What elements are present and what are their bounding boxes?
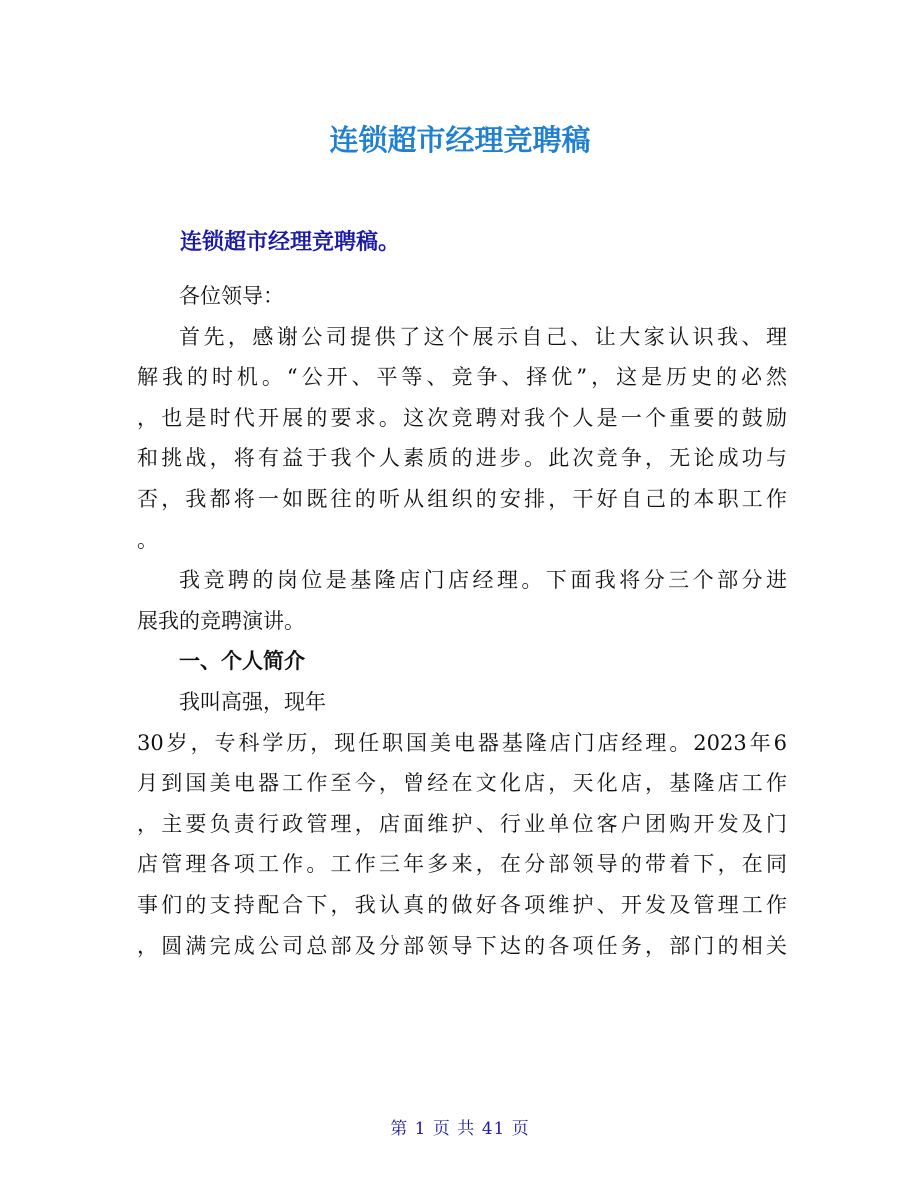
document-title: 连锁超市经理竞聘稿: [329, 123, 591, 157]
paragraph-line: ，也是时代开展的要求。这次竞聘对我个人是一个重要的鼓励: [137, 405, 787, 430]
paragraph-line: 否，我都将一如既往的听从组织的安排，干好自己的本职工作: [137, 486, 787, 511]
body-text: [137, 276, 787, 966]
salutation: 各位领导：: [179, 284, 284, 308]
paragraph-line: ，主要负责行政管理，店面维护、行业单位客户团购开发及门: [137, 811, 787, 836]
paragraph-line: 事们的支持配合下，我认真的做好各项维护、开发及管理工作: [137, 892, 787, 917]
page-number-footer: 第 1 页 共 41 页: [390, 1119, 530, 1139]
paragraph-line: 我叫高强，现年: [179, 689, 326, 714]
paragraph-line: 和挑战，将有益于我个人素质的进步。此次竞争，无论成功与: [137, 446, 787, 471]
paragraph-line: 首先，感谢公司提供了这个展示自己、让大家认识我、理: [179, 324, 787, 349]
paragraph-line: 店管理各项工作。工作三年多来，在分部领导的带着下，在同: [137, 852, 787, 877]
paragraph-line: 。: [137, 527, 158, 552]
paragraph-line: 展我的竞聘演讲。: [137, 608, 305, 633]
document-subtitle: 连锁超市经理竞聘稿。: [180, 230, 401, 255]
section-heading: 一、个人简介: [179, 648, 305, 674]
paragraph-line: 月到国美电器工作至今，曾经在文化店，天化店，基隆店工作: [137, 771, 787, 796]
paragraph-line: 解我的时机。“公开、平等、竞争、择优”，这是历史的必然: [137, 365, 787, 390]
paragraph-line: 30岁，专科学历，现任职国美电器基隆店门店经理。2023年6: [137, 730, 787, 755]
paragraph-line: ，圆满完成公司总部及分部领导下达的各项任务，部门的相关: [137, 933, 787, 958]
paragraph-line: 我竞聘的岗位是基隆店门店经理。下面我将分三个部分进: [179, 568, 787, 593]
